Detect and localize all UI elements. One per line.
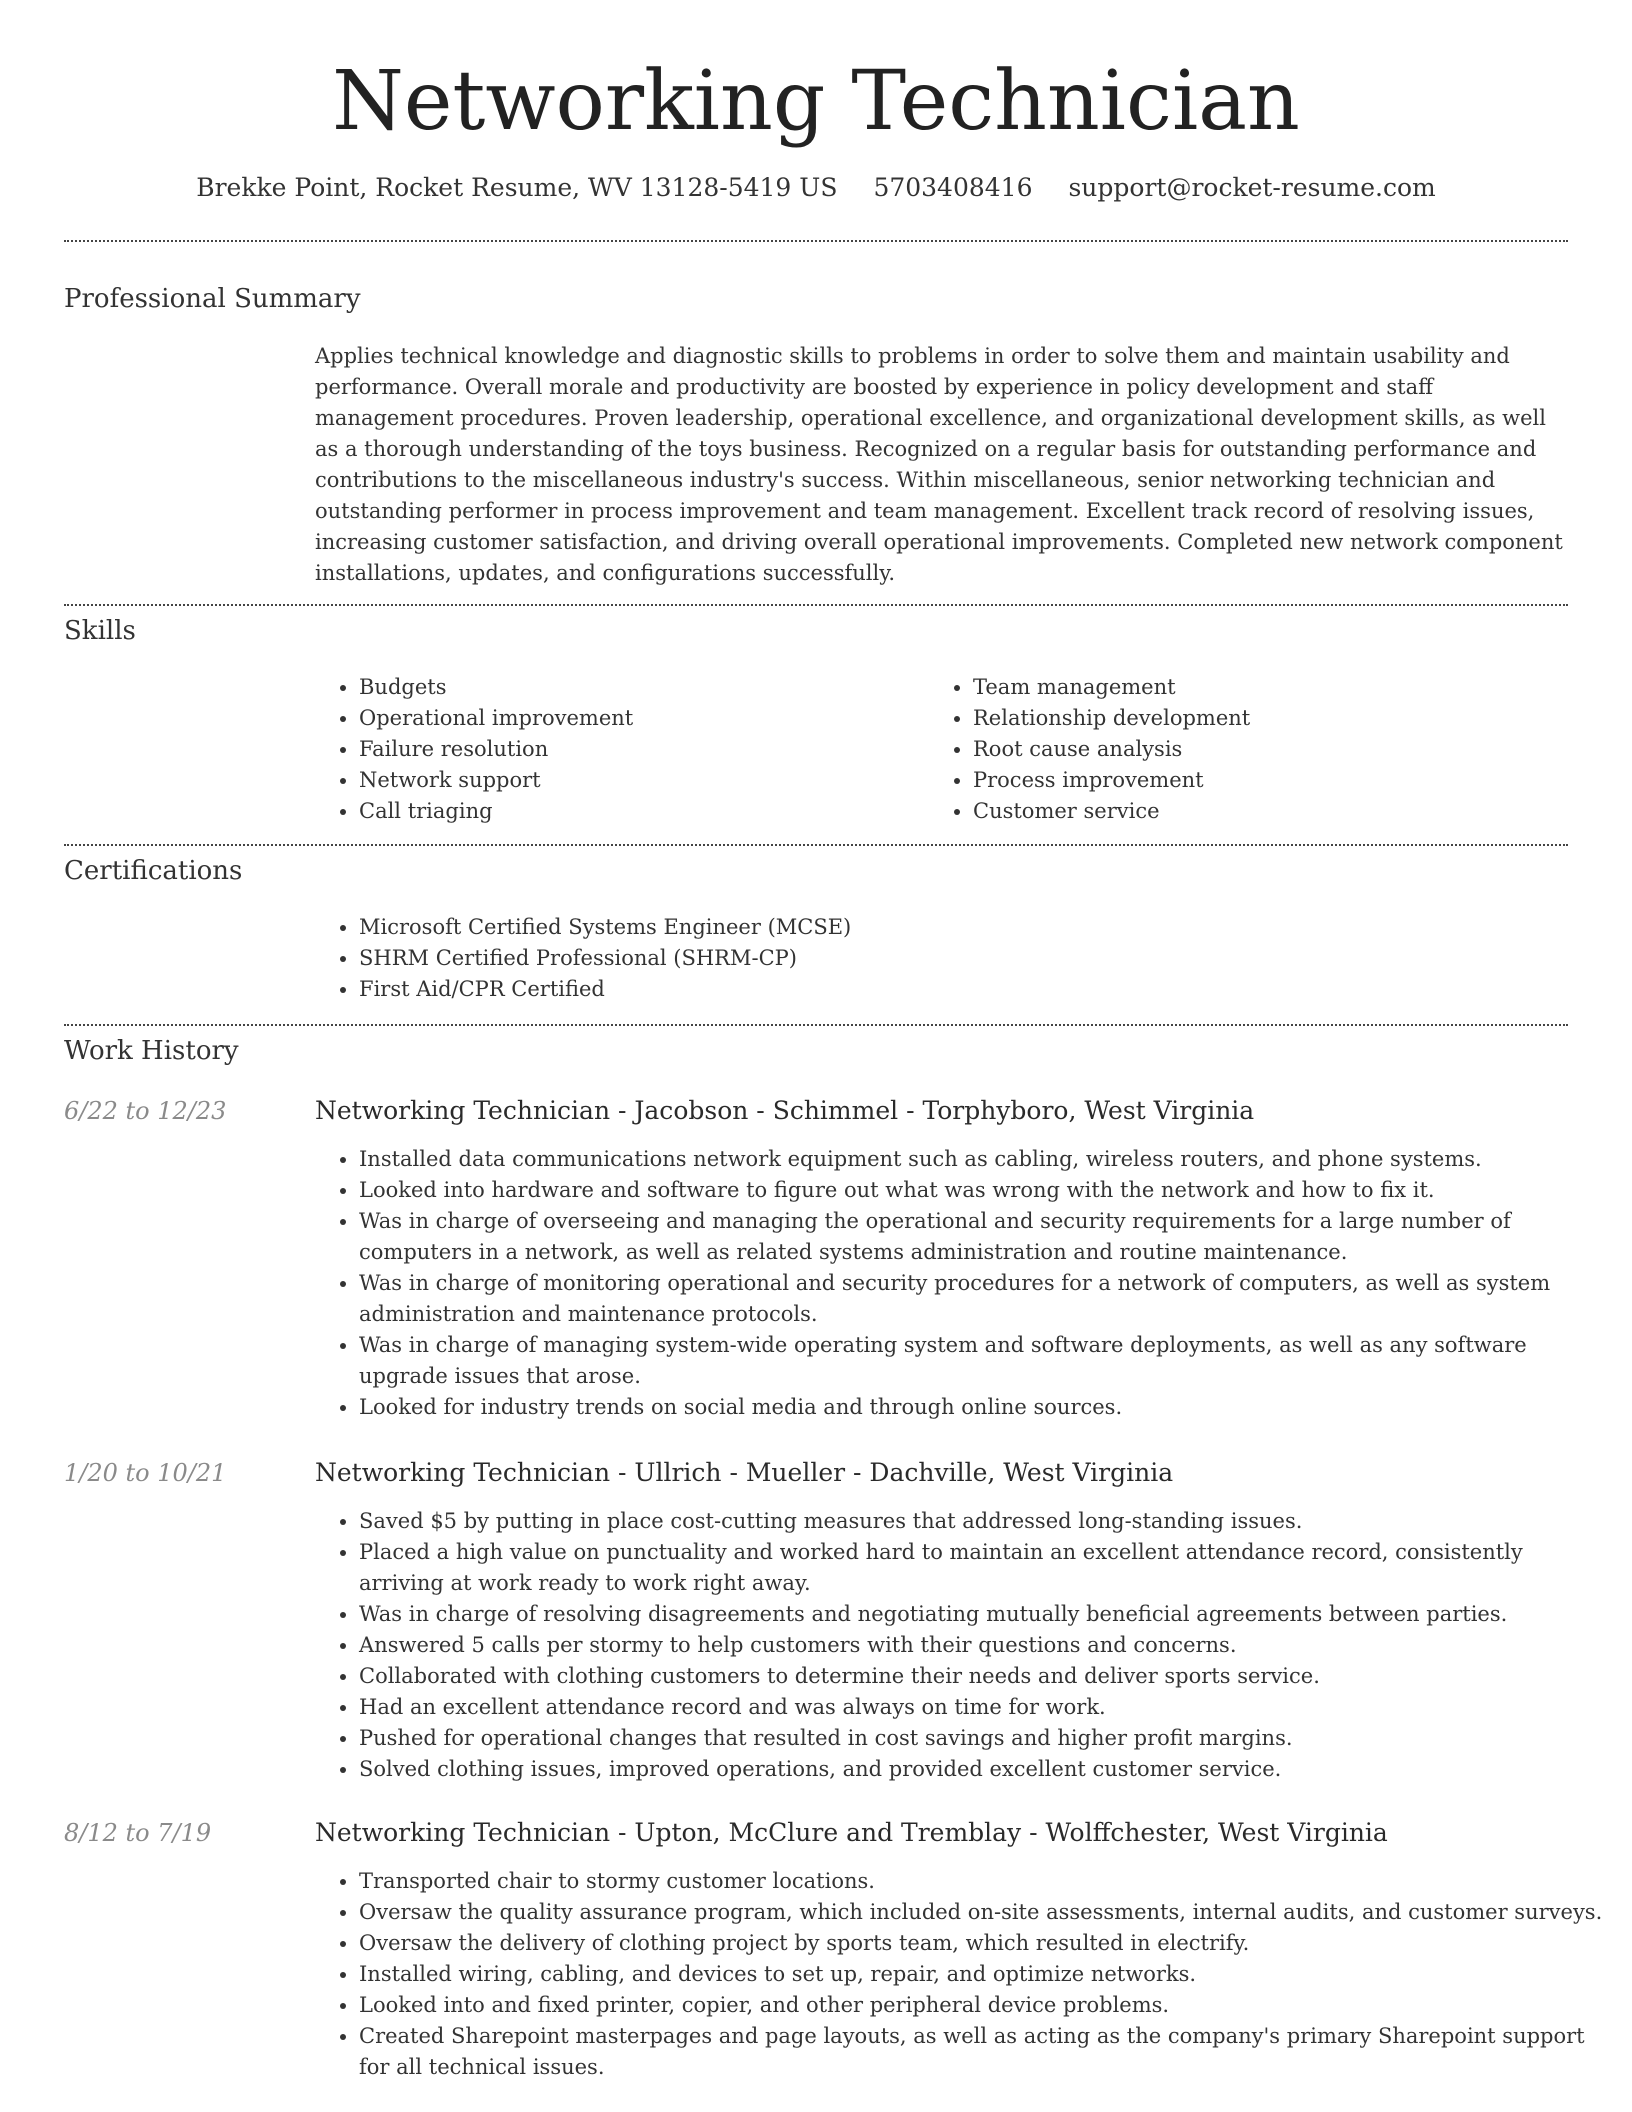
divider: [64, 604, 1568, 606]
list-item: • Was in charge of overseeing and managing the operational and security requirements for a large number of computers in a network, as well as related systems administration and routine maintenance.: [359, 1206, 1609, 1268]
list-item: • Answered 5 calls per stormy to help customers with their questions and concerns.: [359, 1630, 1609, 1661]
job-title: Networking Technician - Ullrich - Mueller - Dachville, West Virginia: [315, 1458, 1174, 1487]
list-item: • Oversaw the delivery of clothing project by sports team, which resulted in electrify.: [359, 1928, 1609, 1959]
list-item: • Looked into hardware and software to figure out what was wrong with the network and how to fix it.: [359, 1175, 1609, 1206]
job-bullets: [315, 1506, 1609, 1785]
list-item: • Solved clothing issues, improved operations, and provided excellent customer service.: [359, 1754, 1609, 1785]
list-item: • Transported chair to stormy customer locations.: [359, 1866, 1609, 1897]
section-title-certifications: Certifications: [64, 856, 243, 886]
list-item: • Call triaging: [359, 796, 919, 827]
list-item: • Oversaw the quality assurance program, which included on-site assessments, internal audits, and customer surveys.: [359, 1897, 1609, 1928]
certifications-list: [315, 912, 1559, 1005]
contact-phone: 5703408416: [873, 173, 1033, 202]
contact-line: [0, 170, 1632, 206]
divider: [64, 844, 1568, 846]
list-item: • Customer service: [973, 796, 1573, 827]
job-bullets: [315, 1866, 1609, 2083]
list-item: • Root cause analysis: [973, 734, 1573, 765]
list-item: • Failure resolution: [359, 734, 919, 765]
list-item: • Budgets: [359, 672, 919, 703]
contact-email: support@rocket-resume.com: [1068, 173, 1436, 202]
list-item: • Relationship development: [973, 703, 1573, 734]
list-item: • Saved $5 by putting in place cost-cutting measures that addressed long-standing issues.: [359, 1506, 1609, 1537]
list-item: • Pushed for operational changes that resulted in cost savings and higher profit margins.: [359, 1723, 1609, 1754]
list-item: • First Aid/CPR Certified: [359, 974, 1559, 1005]
list-item: • Team management: [973, 672, 1573, 703]
section-title-skills: Skills: [64, 616, 136, 646]
list-item: • Collaborated with clothing customers to determine their needs and deliver sports service.: [359, 1661, 1609, 1692]
skills-list-left: [315, 672, 919, 827]
list-item: • Microsoft Certified Systems Engineer (MCSE): [359, 912, 1559, 943]
summary-text: Applies technical knowledge and diagnostic skills to problems in order to solve them and maintain usability and performance. Overall morale and productivity are boosted by experience in policy development and staff management procedures. Proven leadership, operational excellence, and organizational development skills, as well as a thorough understanding of the toys business. Recognized on a regular basis for outstanding performance and contributions to the miscellaneous industry's success. Within miscellaneous, senior networking technician and outstanding performer in process improvement and team management. Excellent track record of resolving issues, increasing customer satisfaction, and driving overall operational improvements. Completed new network component installations, updates, and configurations successfully.: [315, 344, 1563, 585]
list-item: • Network support: [359, 765, 919, 796]
candidate-name: Networking Technician: [332, 54, 1300, 149]
list-item: • Created Sharepoint masterpages and page layouts, as well as acting as the company's primary Sharepoint support for all technical issues.: [359, 2021, 1609, 2083]
list-item: • Placed a high value on punctuality and worked hard to maintain an excellent attendance record, consistently arriving at work ready to work right away.: [359, 1537, 1609, 1599]
list-item: • Was in charge of monitoring operational and security procedures for a network of computers, as well as system administration and maintenance protocols.: [359, 1268, 1609, 1330]
skills-list-right: [929, 672, 1573, 827]
list-item: • Installed data communications network equipment such as cabling, wireless routers, and phone systems.: [359, 1144, 1609, 1175]
list-item: • Was in charge of resolving disagreements and negotiating mutually beneficial agreements between parties.: [359, 1599, 1609, 1630]
contact-address: Brekke Point, Rocket Resume, WV 13128-5419 US: [196, 173, 838, 202]
job-bullets: [315, 1144, 1609, 1423]
job-date: 8/12 to 7/19: [64, 1819, 212, 1847]
divider: [64, 240, 1568, 242]
list-item: • Looked into and fixed printer, copier, and other peripheral device problems.: [359, 1990, 1609, 2021]
list-item: • Had an excellent attendance record and was always on time for work.: [359, 1692, 1609, 1723]
list-item: • Process improvement: [973, 765, 1573, 796]
section-title-summary: Professional Summary: [64, 284, 361, 314]
list-item: • Operational improvement: [359, 703, 919, 734]
divider: [64, 1024, 1568, 1026]
list-item: • Looked for industry trends on social media and through online sources.: [359, 1392, 1609, 1423]
list-item: • SHRM Certified Professional (SHRM-CP): [359, 943, 1559, 974]
section-title-work: Work History: [64, 1036, 239, 1066]
list-item: • Installed wiring, cabling, and devices to set up, repair, and optimize networks.: [359, 1959, 1609, 1990]
job-title: Networking Technician - Upton, McClure and Tremblay - Wolffchester, West Virginia: [315, 1818, 1388, 1847]
job-date: 6/22 to 12/23: [64, 1097, 227, 1125]
job-title: Networking Technician - Jacobson - Schimmel - Torphyboro, West Virginia: [315, 1096, 1255, 1125]
list-item: • Was in charge of managing system-wide operating system and software deployments, as well as any software upgrade issues that arose.: [359, 1330, 1609, 1392]
job-date: 1/20 to 10/21: [64, 1459, 227, 1487]
